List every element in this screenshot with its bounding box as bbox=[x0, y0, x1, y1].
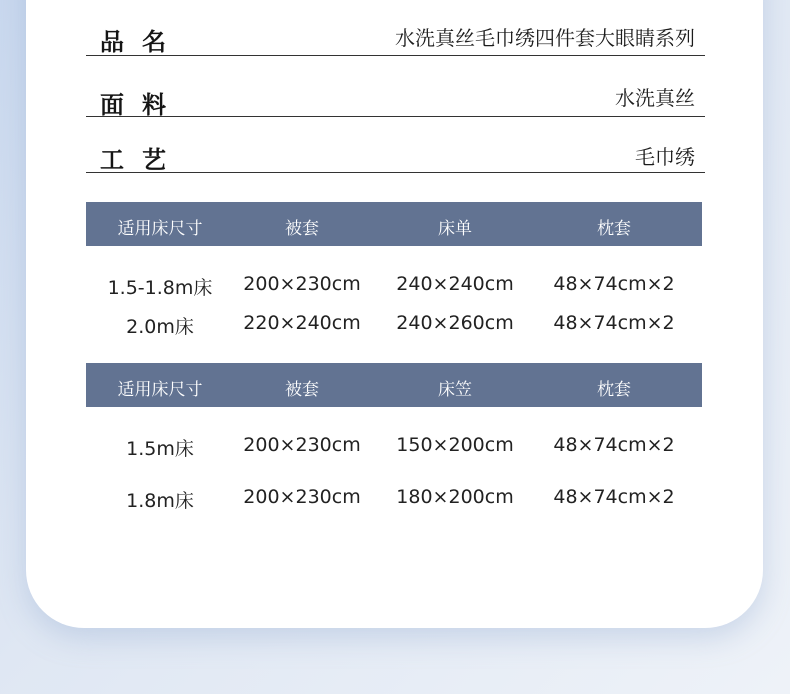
size-table-2-header bbox=[86, 363, 702, 407]
header-cell: 被套 bbox=[285, 219, 319, 239]
table-cell: 1.5m床 bbox=[126, 438, 194, 460]
table-cell: 48×74cm×2 bbox=[553, 312, 675, 334]
spec-value: 水洗真丝 bbox=[615, 86, 695, 110]
spec-label: 工艺 bbox=[100, 146, 184, 174]
table-cell: 180×200cm bbox=[396, 486, 514, 508]
table-cell: 200×230cm bbox=[243, 486, 361, 508]
table-cell: 240×240cm bbox=[396, 273, 514, 295]
table-row bbox=[86, 434, 702, 462]
header-cell: 枕套 bbox=[597, 380, 631, 400]
table-cell: 200×230cm bbox=[243, 273, 361, 295]
table-cell: 1.8m床 bbox=[126, 490, 194, 512]
header-cell: 适用床尺寸 bbox=[117, 219, 203, 239]
table-row bbox=[86, 273, 702, 301]
header-cell: 被套 bbox=[285, 380, 319, 400]
spec-value: 毛巾绣 bbox=[635, 145, 695, 169]
spec-row-name bbox=[86, 0, 705, 56]
table-cell: 200×230cm bbox=[243, 434, 361, 456]
header-cell: 枕套 bbox=[597, 219, 631, 239]
spec-label: 面料 bbox=[100, 91, 184, 119]
table-cell: 150×200cm bbox=[396, 434, 514, 456]
table-cell: 48×74cm×2 bbox=[553, 486, 675, 508]
spec-row-fabric bbox=[86, 56, 705, 117]
spec-row-craft bbox=[86, 117, 705, 173]
spec-label: 品名 bbox=[100, 28, 184, 56]
table-cell: 48×74cm×2 bbox=[553, 434, 675, 456]
header-cell: 床笠 bbox=[438, 380, 472, 400]
table-cell: 240×260cm bbox=[396, 312, 514, 334]
table-row bbox=[86, 486, 702, 514]
table-cell: 220×240cm bbox=[243, 312, 361, 334]
table-cell: 48×74cm×2 bbox=[553, 273, 675, 295]
table-cell: 1.5-1.8m床 bbox=[107, 277, 213, 299]
table-row bbox=[86, 312, 702, 340]
header-cell: 床单 bbox=[438, 219, 472, 239]
size-table-1-header bbox=[86, 202, 702, 246]
spec-value: 水洗真丝毛巾绣四件套大眼睛系列 bbox=[395, 26, 695, 50]
header-cell: 适用床尺寸 bbox=[117, 380, 203, 400]
table-cell: 2.0m床 bbox=[126, 316, 194, 338]
